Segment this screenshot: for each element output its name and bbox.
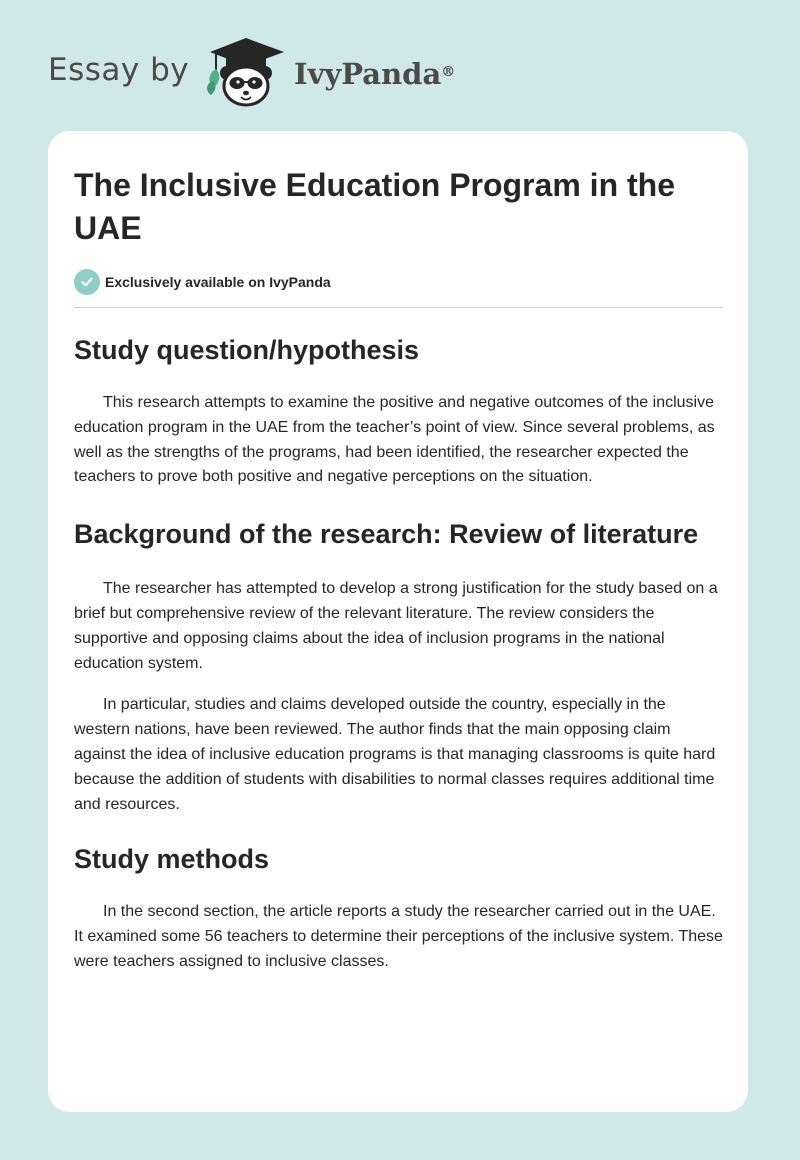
paragraph: In particular, studies and claims developed outside the country, especially in the western nations, have been reviewed. The author finds that the main opposing claim against the idea of inclusive education programs is that managing classrooms is quite hard because the addition of students with disabilities to normal classes requires additional time and resources.: [74, 696, 716, 813]
brand-name[interactable]: IvyPanda®: [294, 57, 456, 91]
panda-logo-icon[interactable]: [200, 36, 292, 110]
paragraph: The researcher has attempted to develop a strong justification for the study based on a brief but comprehensive review of the relevant literature. The review considers the supportive and opposing claims about the idea of inclusion programs in the national education system.: [74, 580, 718, 672]
article-card: [48, 131, 748, 1112]
paragraph: In the second section, the article reports a study the researcher carried out in the UAE. It examined some 56 teachers to determine their perceptions of the inclusive system. These were teachers assigned to inclusive classes.: [74, 903, 723, 970]
check-circle-icon: [74, 269, 100, 295]
registered-mark: ®: [441, 64, 456, 80]
exclusive-badge: [74, 268, 723, 295]
section-heading-methods: Study methods: [74, 844, 270, 875]
paragraph: This research attempts to examine the positive and negative outcomes of the inclusive education program in the UAE from the teacher’s point of view. Since several problems, as well as the strengths of the programs, had been identified, the researcher expected the teachers to prove both positive and negative perceptions on the situation.: [74, 394, 715, 486]
badge-label: Exclusively available on IvyPanda: [105, 273, 331, 290]
article-title: The Inclusive Education Program in the UAE: [74, 167, 675, 246]
section-heading-hypothesis: Study question/hypothesis: [74, 335, 420, 365]
site-header: [0, 0, 800, 120]
title-divider: [74, 307, 723, 308]
article-content: [74, 131, 723, 975]
section-heading-background: Background of the research: Review of literature: [74, 519, 699, 550]
brand-prefix: Essay by: [48, 52, 190, 88]
